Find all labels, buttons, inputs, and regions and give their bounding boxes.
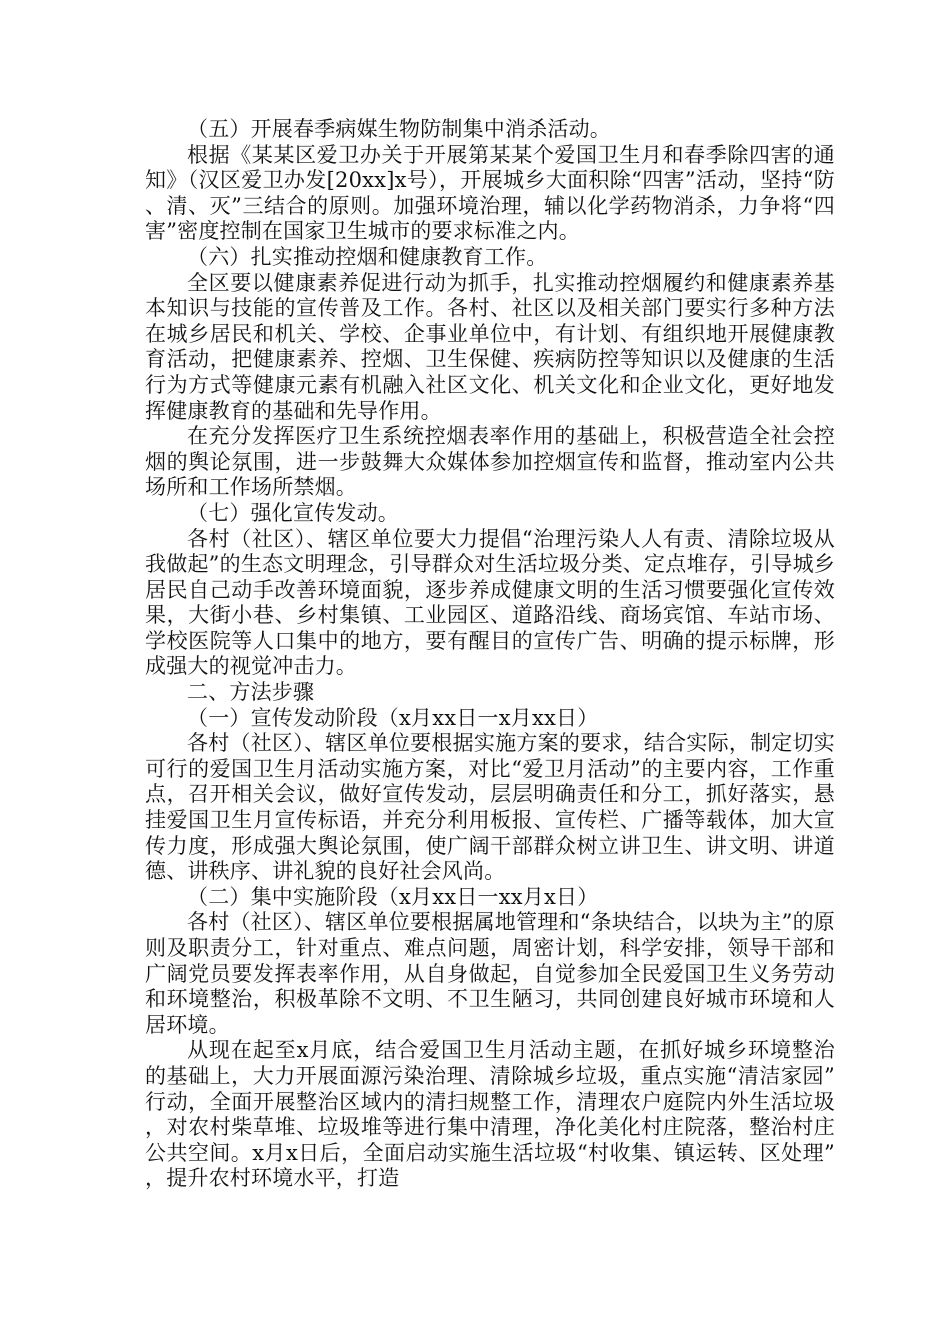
paragraph: 各村（社区）、辖区单位要大力提倡“治理污染人人有责、清除垃圾从我做起”的生态文明理念，引导群众对生活垃圾分类、定点堆存，引导城乡居民自己动手改善环境面貌，逐步养成健康文明的生活习惯要强化宣传效果，大街小巷、乡村集镇、工业园区、道路沿线、商场宾馆、车站市场、学校医院等人口集中的地方，要有醒目的宣传广告、明确的提示标牌，形成强大的视觉冲击力。	[145, 526, 835, 679]
section-heading: （二）集中实施阶段（x月xx日一xx月x日）	[187, 884, 599, 909]
paragraph: 各村（社区）、辖区单位要根据属地管理和“条块结合，以块为主”的原则及职责分工，针对重点、难点问题，周密计划，科学安排，领导干部和广阔党员要发挥表率作用，从自身做起，自觉参加全民爱国卫生义务劳动和环境整治，积极革除不文明、不卫生陋习，共同创建良好城市环境和人居环境。	[145, 910, 835, 1037]
paragraph: 从现在起至x月底，结合爱国卫生月活动主题，在抓好城乡环境整治的基础上，大力开展面源污染治理、清除城乡垃圾，重点实施“清洁家园”行动，全面开展整治区域内的清扫规整工作，清理农户庭院内外生活垃圾，对农村柴草堆、垃圾堆等进行集中清理，净化美化村庄院落，整治村庄公共空间。x月x日后，全面启动实施生活垃圾“村收集、镇运转、区处理”，提升农村环境水平，打造	[145, 1038, 835, 1191]
section-heading: （五）开展春季病媒生物防制集中消杀活动。	[187, 117, 611, 141]
paragraph: 全区要以健康素养促进行动为抓手，扎实推动控烟履约和健康素养基本知识与技能的宣传普及工作。各村、社区以及相关部门要实行多种方法在城乡居民和机关、学校、企事业单位中，有计划、有组织地开展健康教育活动，把健康素养、控烟、卫生保健、疾病防控等知识以及健康的生活行为方式等健康元素有机融入社区文化、机关文化和企业文化，更好地发挥健康教育的基础和先导作用。	[145, 270, 835, 423]
paragraph: 各村（社区）、辖区单位要根据实施方案的要求，结合实际，制定切实可行的爱国卫生月活动实施方案，对比“爱卫月活动”的主要内容，工作重点，召开相关会议，做好宣传发动，层层明确责任和分工，抓好落实，悬挂爱国卫生月宣传标语，并充分利用板报、宣传栏、广播等载体，加大宣传力度，形成强大舆论氛围，使广阔干部群众树立讲卫生、讲文明、讲道德、讲秩序、讲礼貌的良好社会风尚。	[145, 731, 835, 884]
paragraph: 在充分发挥医疗卫生系统控烟表率作用的基础上，积极营造全社会控烟的舆论氛围，进一步鼓舞大众媒体参加控烟宣传和监督，推动室内公共场所和工作场所禁烟。	[145, 424, 835, 500]
chapter-heading: 二、方法步骤	[187, 680, 315, 705]
section-heading: （七）强化宣传发动。	[187, 500, 399, 525]
document-page	[145, 117, 835, 1192]
section-heading: （一）宣传发动阶段（x月xx日一x月xx日）	[187, 705, 599, 730]
paragraph: 根据《某某区爱卫办关于开展第某某个爱国卫生月和春季除四害的通知》（汉区爱卫办发[20xx]x号），开展城乡大面积除“四害”活动，坚持“防、清、灭”三结合的原则。加强环境治理，辅以化学药物消杀，力争将“四害”密度控制在国家卫生城市的要求标准之内。	[145, 142, 835, 244]
section-heading: （六）扎实推动控烟和健康教育工作。	[187, 244, 548, 269]
